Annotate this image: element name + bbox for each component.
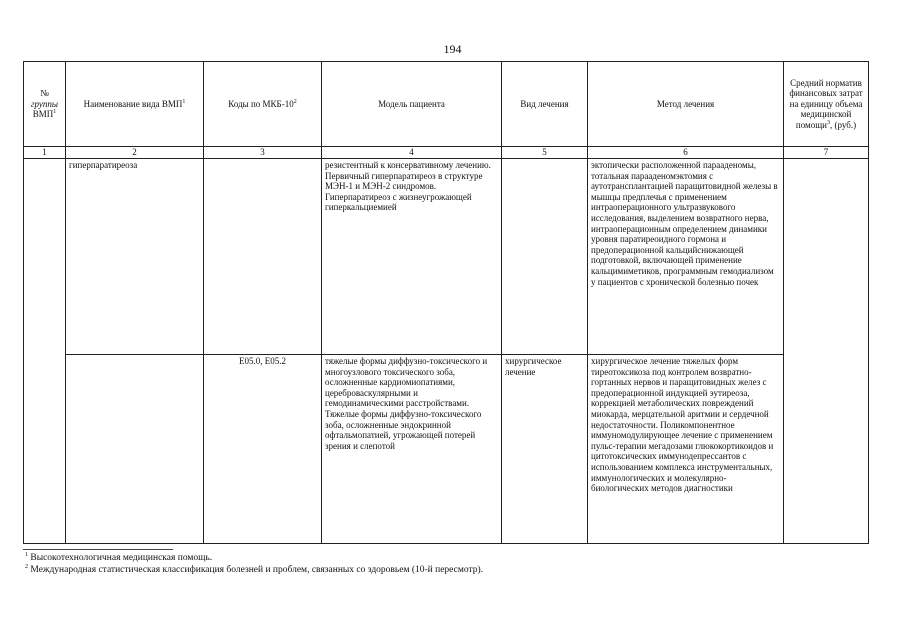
header-group-number-sign: № — [40, 88, 49, 99]
column-number: 5 — [502, 147, 588, 159]
cell-treatment-type: хирургическое лечение — [502, 355, 588, 544]
column-number: 4 — [322, 147, 502, 159]
cell-treatment-method: эктопически расположенной парааденомы, тотальная парааденомэктомия с аутотрансплантацией паращитовидной железы в мышцы предплечья с применением интраоперационного ультразвукового исследования, выделением возвратного нерва, интраоперационным определением динамики уровня паратиреоидного гормона и предоперационной кальцийснижающей подготовкой, включающей применение кальцимиметиков, программным гемодиализом у пациентов с хронической болезнью почек — [588, 159, 784, 355]
header-average-cost-sup: 3 — [827, 119, 830, 126]
footnote — [25, 564, 483, 576]
cell-vmp-name — [66, 355, 204, 544]
header-treatment-method: Метод лечения — [588, 62, 784, 147]
column-number: 6 — [588, 147, 784, 159]
footnote-marker: 1 — [25, 551, 28, 558]
footnote-text: Высокотехнологичная медицинская помощь. — [30, 553, 213, 563]
cell-patient-model: тяжелые формы диффузно-токсического и многоузлового токсического зоба, осложненные кардиомиопатиями, цереброваскулярными и гемодинамическими расстройствами. Тяжелые формы диффузно-токсического зоба, осложненные эндокринной офтальмопатией, угрожающей потерей зрения и слепотой — [322, 355, 502, 544]
column-number: 7 — [784, 147, 869, 159]
cell-treatment-method: хирургическое лечение тяжелых форм тиреотоксикоза под контролем возвратно-гортанных нервов и паращитовидных желез с предоперационной индукцией эутиреоза, коррекцией метаболических повреждений миокарда, мерцательной аритмии и сердечной недостаточности. Поликомпонентное иммуномодулирующее лечение с применением пульс-терапии мегадозами глюкокортикоидов и цитотоксических иммунодепрессантов с использованием комплекса инструментальных, иммунологических и молекулярно-биологических методов диагностики — [588, 355, 784, 544]
table-row — [24, 355, 869, 544]
header-average-cost-text: Средний норматив финансовых затрат на единицу объема медицинской помощи — [789, 77, 863, 130]
header-vmp-name-sup: 1 — [182, 98, 186, 105]
column-number: 3 — [204, 147, 322, 159]
header-group-number-vmp: ВМП — [32, 109, 54, 120]
page-number: 194 — [443, 42, 462, 56]
header-icd-codes — [204, 62, 322, 147]
footnote-separator — [23, 549, 173, 550]
footnote — [25, 552, 483, 564]
vmp-table — [23, 61, 869, 544]
footnote-text: Международная статистическая классификация болезней и проблем, связанных со здоровьем (10-й пересмотр). — [30, 565, 484, 575]
cell-patient-model: резистентный к консервативному лечению. Первичный гиперпаратиреоз в структуре МЭН-1 и МЭН-2 синдромов. Гиперпаратиреоз с жизнеугрожающей гиперкальциемией — [322, 159, 502, 355]
column-number: 2 — [66, 147, 204, 159]
header-icd-codes-text: Коды по МКБ-10 — [228, 98, 294, 109]
header-vmp-name-text: Наименование вида ВМП — [83, 98, 183, 109]
footnote-marker: 2 — [25, 563, 28, 570]
cell-average-cost — [784, 159, 869, 544]
column-number: 1 — [24, 147, 66, 159]
header-treatment-type: Вид лечения — [502, 62, 588, 147]
cell-treatment-type — [502, 159, 588, 355]
cell-group — [24, 159, 66, 544]
header-patient-model: Модель пациента — [322, 62, 502, 147]
column-numbers-row — [24, 147, 869, 159]
cell-icd-codes: E05.0, E05.2 — [204, 355, 322, 544]
cell-icd-codes — [204, 159, 322, 355]
footnotes — [25, 552, 483, 576]
cell-vmp-name: гиперпаратиреоза — [66, 159, 204, 355]
table-row — [24, 159, 869, 355]
header-vmp-name — [66, 62, 204, 147]
header-average-cost-unit: , (руб.) — [830, 119, 857, 130]
header-average-cost — [784, 62, 869, 147]
header-row — [24, 62, 869, 147]
header-icd-codes-sup: 2 — [293, 98, 297, 105]
header-group-number — [24, 62, 66, 147]
header-group-number-word: группы — [31, 98, 58, 109]
header-group-number-sup: 1 — [53, 109, 57, 116]
